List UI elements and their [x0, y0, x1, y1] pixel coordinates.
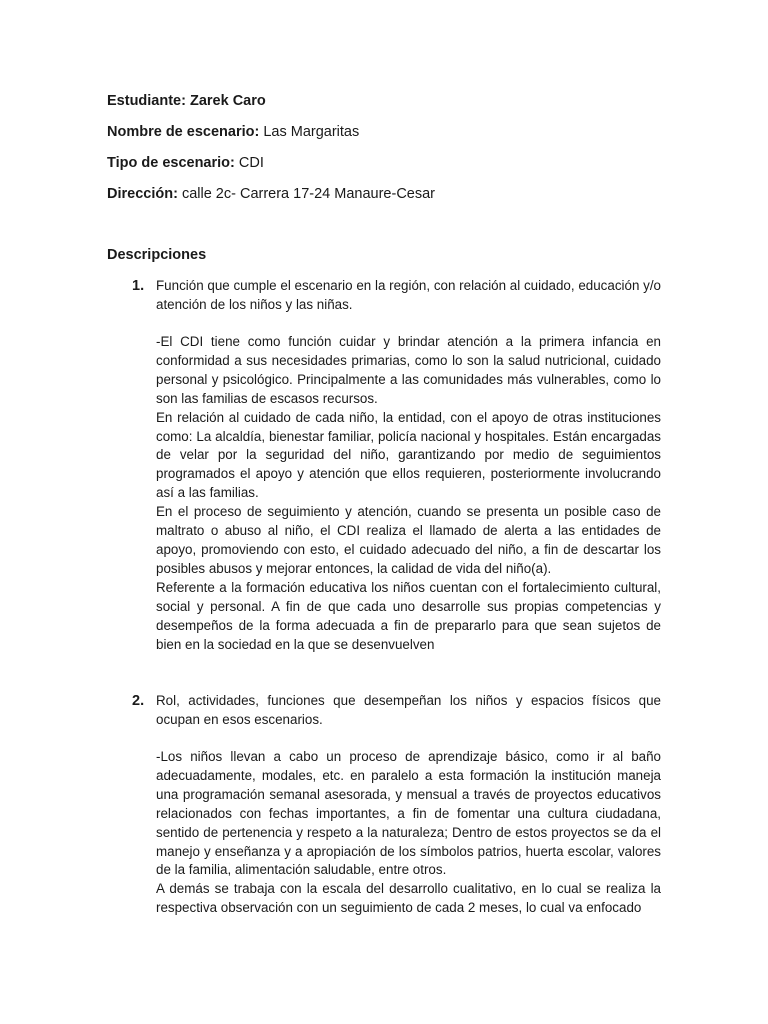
- student-name: Zarek Caro: [189, 93, 266, 109]
- scenario-name-value: Las Margaritas: [263, 124, 360, 140]
- answer-paragraph: A demás se trabaja con la escala del desarrollo cualitativo, en lo cual se realiza la respectiva observación con un seguimiento de cada 2 meses, lo cual va enfocado: [156, 881, 661, 916]
- scenario-type-label: Tipo de escenario:: [107, 155, 235, 171]
- item-1-number: 1.: [132, 278, 145, 294]
- scenario-type-field: [107, 154, 264, 172]
- item-1-answer: [156, 333, 661, 654]
- student-field: [107, 92, 266, 110]
- section-heading: Descripciones: [107, 247, 207, 263]
- question-text: Rol, actividades, funciones que desempeñan los niños y espacios físicos que ocupan en esos escenarios.: [156, 693, 661, 727]
- answer-paragraph: En el proceso de seguimiento y atención, cuando se presenta un posible caso de maltrato o abuso al niño, el CDI realiza el llamado de alerta a las entidades de apoyo, promoviendo con esto, el cuidado adecuado del niño, a fin de descartar los posibles abusos y mejorar entonces, la calidad de vida del niño(a).: [156, 504, 661, 576]
- item-1-question: [156, 277, 661, 315]
- address-value: calle 2c- Carrera 17-24 Manaure-Cesar: [181, 186, 436, 202]
- item-2-number: 2.: [132, 693, 145, 709]
- scenario-type-value: CDI: [238, 155, 264, 171]
- scenario-name-label: Nombre de escenario:: [107, 124, 260, 140]
- item-2-answer: [156, 748, 661, 918]
- answer-paragraph: En relación al cuidado de cada niño, la entidad, con el apoyo de otras instituciones como: La alcaldía, bienestar familiar, policía nacional y hospitales. Están encargadas de velar por la seguridad del niño, garantizando por medio de seguimientos programados el apoyo y atención que ellos requieren, posteriormente involucrando así a las familias.: [156, 409, 661, 501]
- answer-paragraph: -Los niños llevan a cabo un proceso de aprendizaje básico, como ir al baño adecuadamente, modales, etc. en paralelo a esta formación la institución maneja una programación semanal asesorada, y mensual a través de proyectos educativos relacionados con fechas importantes, a fin de fomentar una cultura ciudadana, sentido de pertenencia y respeto a la naturaleza; Dentro de estos proyectos se da el manejo y enseñanza y a apropiación de los símbolos patrios, huerta escolar, valores de la familia, alimentación saludable, entre otros.: [156, 749, 661, 878]
- address-label: Dirección:: [107, 186, 178, 202]
- student-label: Estudiante:: [107, 93, 186, 109]
- scenario-name-field: [107, 123, 359, 141]
- answer-paragraph: Referente a la formación educativa los niños cuentan con el fortalecimiento cultural, social y personal. A fin de que cada uno desarrolle sus propias competencias y desempeños de la forma adecuada a fin de prepararlo para que sean sujetos de bien en la sociedad en la que se desenvuelven: [156, 579, 661, 652]
- question-text: Función que cumple el escenario en la región, con relación al cuidado, educación y/o atención de los niños y las niñas.: [156, 278, 661, 312]
- item-2-question: [156, 692, 661, 730]
- answer-paragraph: -El CDI tiene como función cuidar y brindar atención a la primera infancia en conformidad a sus necesidades primarias, como lo son la salud nutricional, cuidado personal y psicológico. Principalmente a las comunidades más vulnerables, como lo son las familias de escasos recursos.: [156, 334, 661, 406]
- address-field: [107, 185, 435, 203]
